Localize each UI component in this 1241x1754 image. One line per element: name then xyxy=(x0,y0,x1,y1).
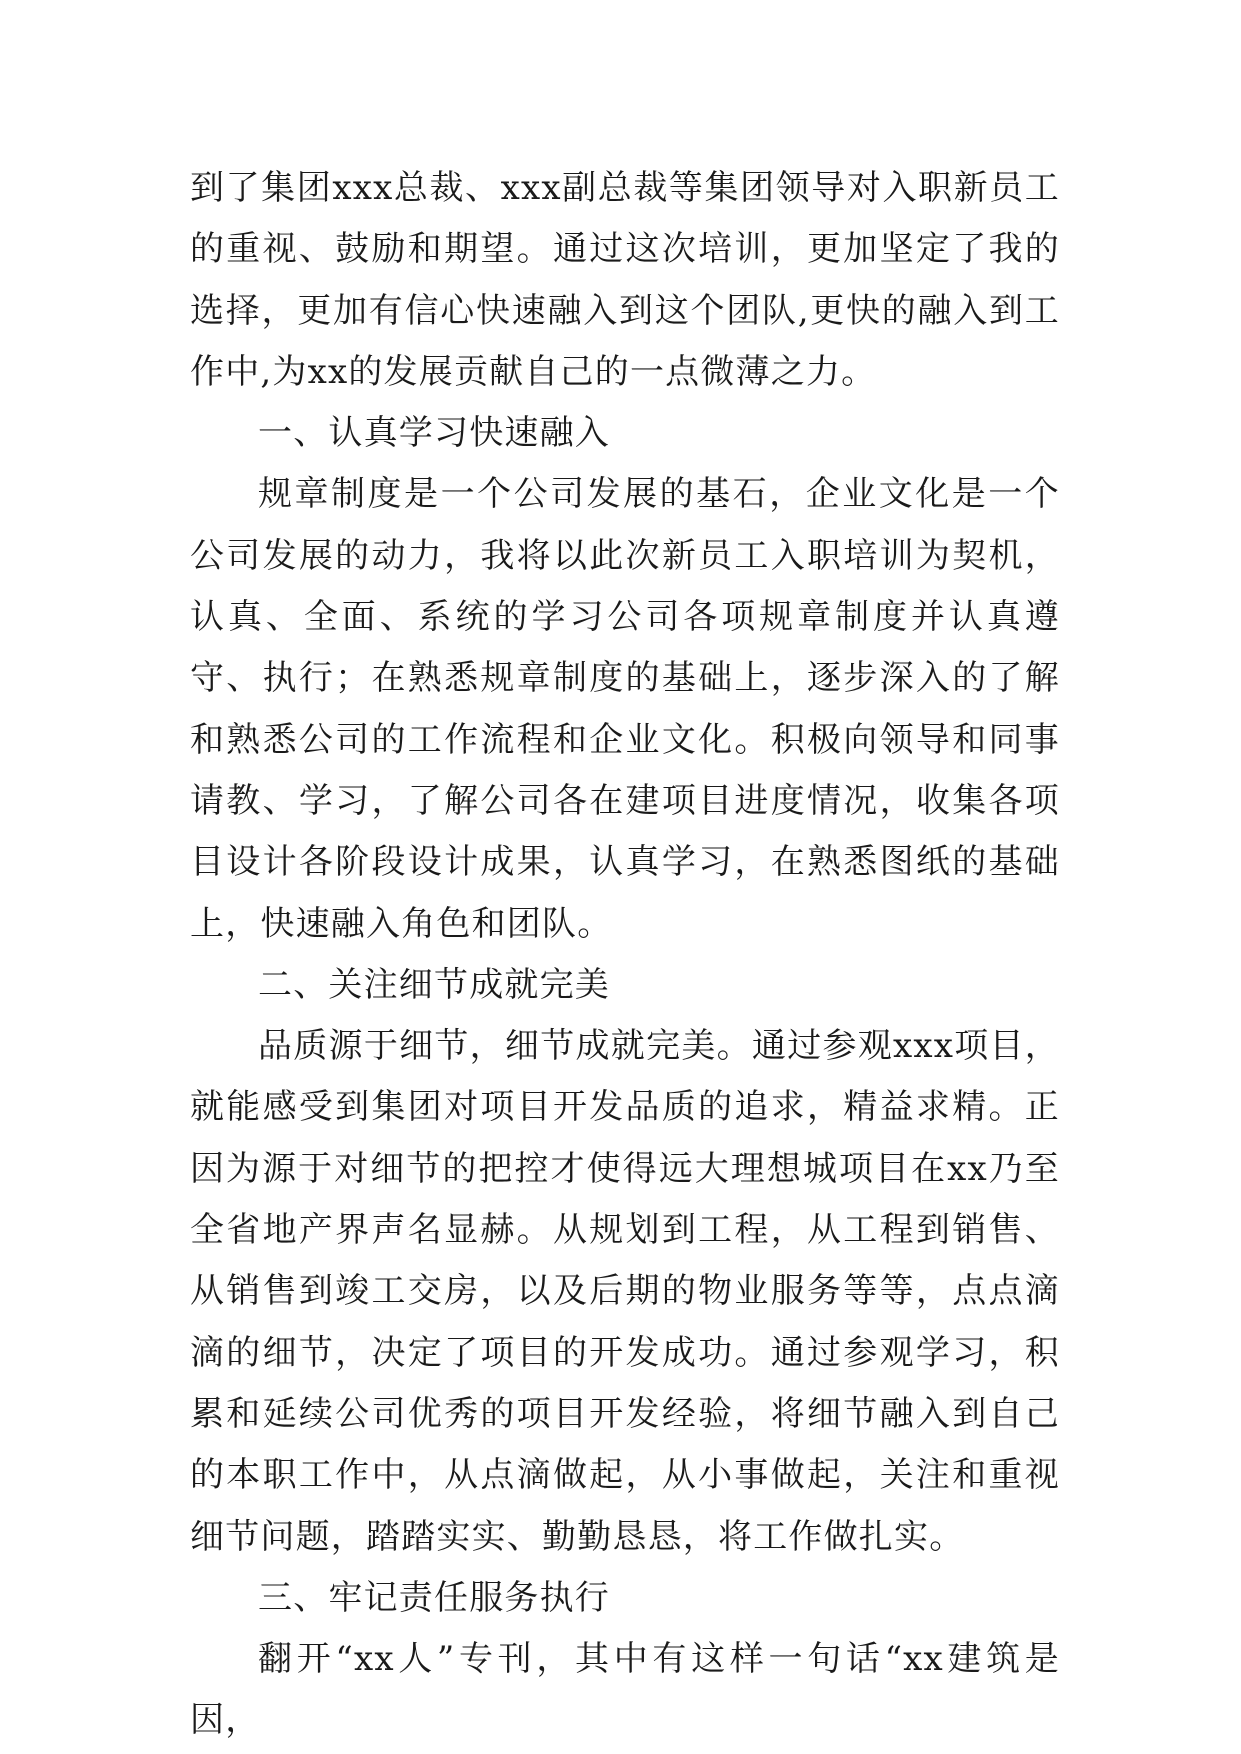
paragraph-continuation: 到了集团xxx总裁、xxx副总裁等集团领导对入职新员工的重视、鼓励和期望。通过这次培训，更加坚定了我的选择，更加有信心快速融入到这个团队,更快的融入到工作中,为xx的发展贡献自己的一点微薄之力。 xyxy=(190,168,1060,392)
section-heading-2: 二、关注细节成就完美 xyxy=(258,964,610,1005)
section-heading-1: 一、认真学习快速融入 xyxy=(258,413,610,454)
paragraph-rules-culture: 规章制度是一个公司发展的基石，企业文化是一个公司发展的动力，我将以此次新员工入职培训为契机，认真、全面、系统的学习公司各项规章制度并认真遵守、执行；在熟悉规章制度的基础上，逐步深入的了解和熟悉公司的工作流程和企业文化。积极向领导和同事请教、学习，了解公司各在建项目进度情况，收集各项目设计各阶段设计成果，认真学习，在熟悉图纸的基础上，快速融入角色和团队。 xyxy=(190,474,1060,944)
section-heading-3: 三、牢记责任服务执行 xyxy=(258,1577,610,1618)
paragraph-details-quality: 品质源于细节，细节成就完美。通过参观xxx项目，就能感受到集团对项目开发品质的追求，精益求精。正因为源于对细节的把控才使得远大理想城项目在xx乃至全省地产界声名显赫。从规划到工程，从工程到销售、从销售到竣工交房，以及后期的物业服务等等，点点滴滴的细节，决定了项目的开发成功。通过参观学习，积累和延续公司优秀的项目开发经验，将细节融入到自己的本职工作中，从点滴做起，从小事做起，关注和重视细节问题，踏踏实实、勤勤恳恳，将工作做扎实。 xyxy=(190,1026,1060,1557)
paragraph-responsibility: 翻开“xx人”专刊，其中有这样一句话“xx建筑是因， xyxy=(190,1639,1060,1741)
document-body xyxy=(190,158,1060,1752)
